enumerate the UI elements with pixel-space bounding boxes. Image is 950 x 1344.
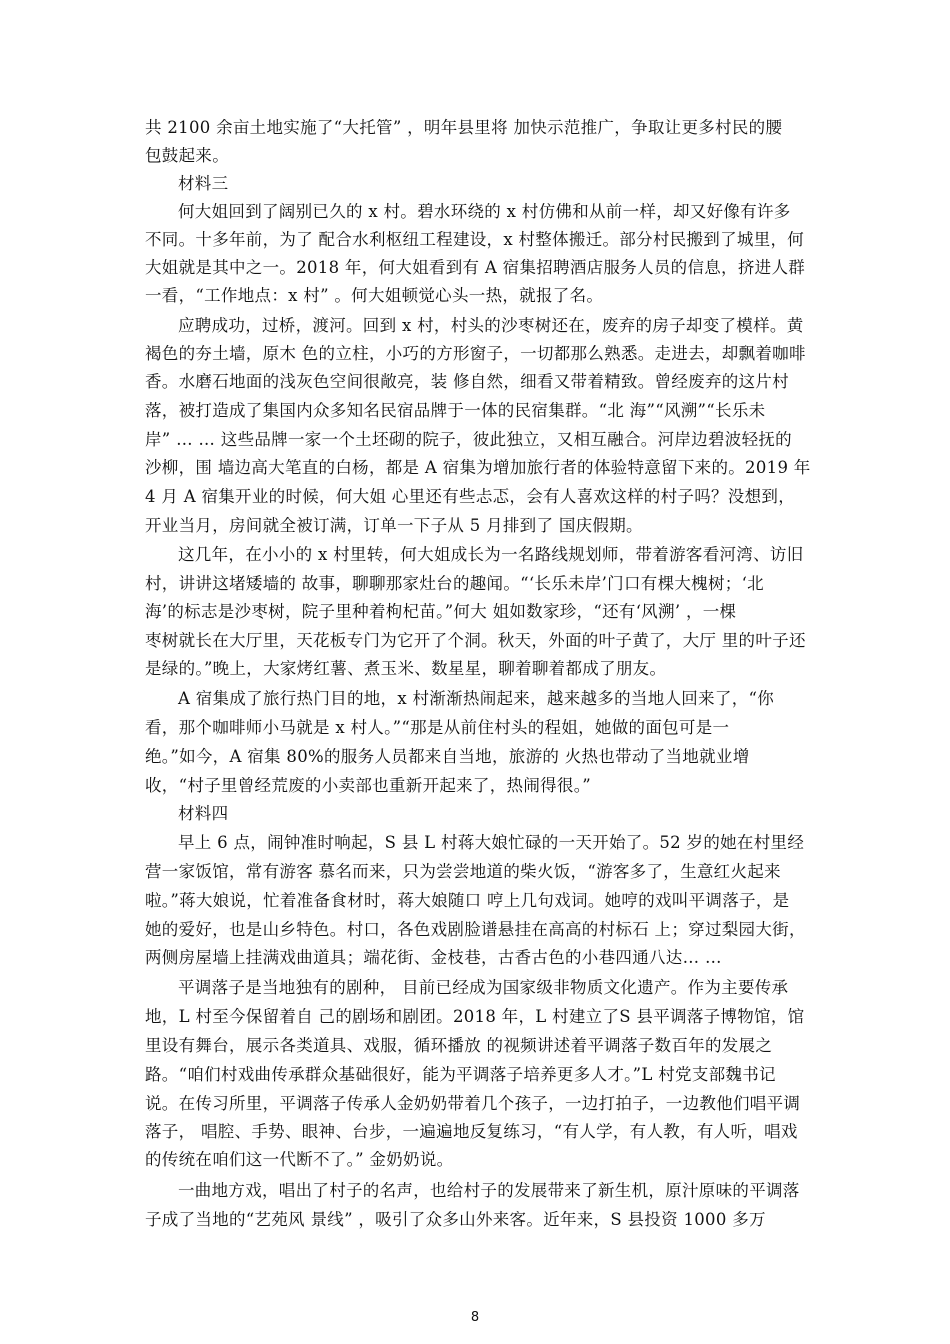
- text-line: 子成了当地的“艺苑风 景线” ，吸引了众多山外来客。近年来，S 县投资 1000 多万: [145, 1210, 766, 1229]
- text-line: 落子， 唱腔、手势、眼神、台步，一遍遍地反复练习，“有人学，有人教，有人听，唱戏: [145, 1122, 798, 1141]
- section-heading: 材料四: [178, 804, 229, 823]
- text-line: 褐色的夯土墙，原木 色的立柱，小巧的方形窗子，一切都那么熟悉。走进去，却飘着咖啡: [145, 344, 806, 363]
- text-line: 收，“村子里曾经荒废的小卖部也重新开起来了，热闹得很。”: [145, 776, 592, 795]
- text-line: 地，L 村至今保留着自 己的剧场和剧团。2018 年，L 村建立了S 县平调落子博物馆，馆: [145, 1007, 805, 1026]
- text-line: 落，被打造成了集国内众多知名民宿品牌于一体的民宿集群。“北 海”“风溯”“长乐未: [145, 401, 766, 420]
- text-line: 平调落子是当地独有的剧种， 目前已经成为国家级非物质文化遗产。作为主要传承: [178, 978, 789, 997]
- text-line: A 宿集成了旅行热门目的地，x 村渐渐热闹起来，越来越多的当地人回来了，“你: [178, 689, 775, 708]
- text-line: 不同。十多年前，为了 配合水利枢纽工程建设，x 村整体搬迁。部分村民搬到了城里，何: [145, 230, 805, 249]
- text-line: 早上 6 点，闹钟准时响起，S 县 L 村蒋大娘忙碌的一天开始了。52 岁的她在村里经: [178, 833, 805, 852]
- text-line: 看，那个咖啡师小马就是 x 村人。”“那是从前住村头的程姐，她做的面包可是一: [145, 718, 730, 737]
- text-line: 里设有舞台，展示各类道具、戏服，循环播放 的视频讲述着平调落子数百年的发展之: [145, 1036, 773, 1055]
- text-line: 包鼓起来。: [145, 146, 229, 165]
- text-line: 枣树就长在大厅里，天花板专门为它开了个洞。秋天，外面的叶子黄了，大厅 里的叶子还: [145, 631, 806, 650]
- text-line: 香。水磨石地面的浅灰色空间很敞亮，装 修自然，细看又带着精致。曾经废弃的这片村: [145, 372, 789, 391]
- text-line: 是绿的。”晚上，大家烤红薯、煮玉米、数星星，聊着聊着都成了朋友。: [145, 659, 667, 678]
- text-line: 两侧房屋墙上挂满戏曲道具；端花街、金枝巷，古香古色的小巷四通八达… …: [145, 948, 722, 967]
- text-line: 开业当月，房间就全被订满，订单一下子从 5 月排到了 国庆假期。: [145, 516, 643, 535]
- text-line: 村，讲讲这堵矮墙的 故事，聊聊那家灶台的趣闻。“‘长乐未岸’门口有棵大槐树；‘北: [145, 574, 764, 593]
- section-heading: 材料三: [178, 174, 229, 193]
- text-line: 营一家饭馆，常有游客 慕名而来，只为尝尝地道的柴火饭，“游客多了，生意红火起来: [145, 862, 781, 881]
- text-line: 这几年，在小小的 x 村里转，何大姐成长为一名路线规划师，带着游客看河湾、访旧: [178, 545, 804, 564]
- text-line: 何大姐回到了阔别已久的 x 村。碧水环绕的 x 村仿佛和从前一样，却又好像有许多: [178, 202, 791, 221]
- text-line: 路。“咱们村戏曲传承群众基础很好，能为平调落子培养更多人才。”L 村党支部魏书记: [145, 1065, 776, 1084]
- text-line: 她的爱好，也是山乡特色。村口，各色戏剧脸谱悬挂在高高的村标石 上；穿过梨园大街，: [145, 920, 806, 939]
- text-line: 共 2100 余亩土地实施了“大托管” ，明年县里将 加快示范推广，争取让更多村民的腰: [145, 118, 783, 137]
- page-number: 8: [470, 1310, 480, 1325]
- text-line: 说。在传习所里，平调落子传承人金奶奶带着几个孩子，一边打拍子，一边教他们唱平调: [145, 1094, 801, 1113]
- text-line: 一曲地方戏，唱出了村子的名声，也给村子的发展带来了新生机，原汁原味的平调落: [178, 1181, 800, 1200]
- text-line: 大姐就是其中之一。2018 年，何大姐看到有 A 宿集招聘酒店服务人员的信息，挤进人群: [145, 258, 806, 277]
- text-line: 啦。”蒋大娘说，忙着准备食材时，蒋大娘随口 哼上几句戏词。她哼的戏叫平调落子，是: [145, 891, 790, 910]
- text-line: 4 月 A 宿集开业的时候，何大姐 心里还有些忐忑，会有人喜欢这样的村子吗？没想到，: [145, 487, 795, 506]
- text-line: 岸” … … 这些品牌一家一个土坯砌的院子，彼此独立，又相互融合。河岸边碧波轻抚的: [145, 430, 792, 449]
- text-line: 沙柳，围 墙边高大笔直的白杨，都是 A 宿集为增加旅行者的体验特意留下来的。2019 年: [145, 458, 811, 477]
- text-line: 应聘成功，过桥，渡河。回到 x 村，村头的沙枣树还在，废弃的房子却变了模样。黄: [178, 316, 804, 335]
- text-line: 一看，“工作地点：x 村” 。何大姐顿觉心头一热，就报了名。: [145, 286, 604, 305]
- text-line: 绝。”如今，A 宿集 80%的服务人员都来自当地，旅游的 火热也带动了当地就业增: [145, 747, 750, 766]
- text-line: 海’的标志是沙枣树，院子里种着枸杞苗。”何大 姐如数家珍，“还有‘风溯’ ，一棵: [145, 602, 737, 621]
- text-line: 的传统在咱们这一代断不了。” 金奶奶说。: [145, 1150, 454, 1169]
